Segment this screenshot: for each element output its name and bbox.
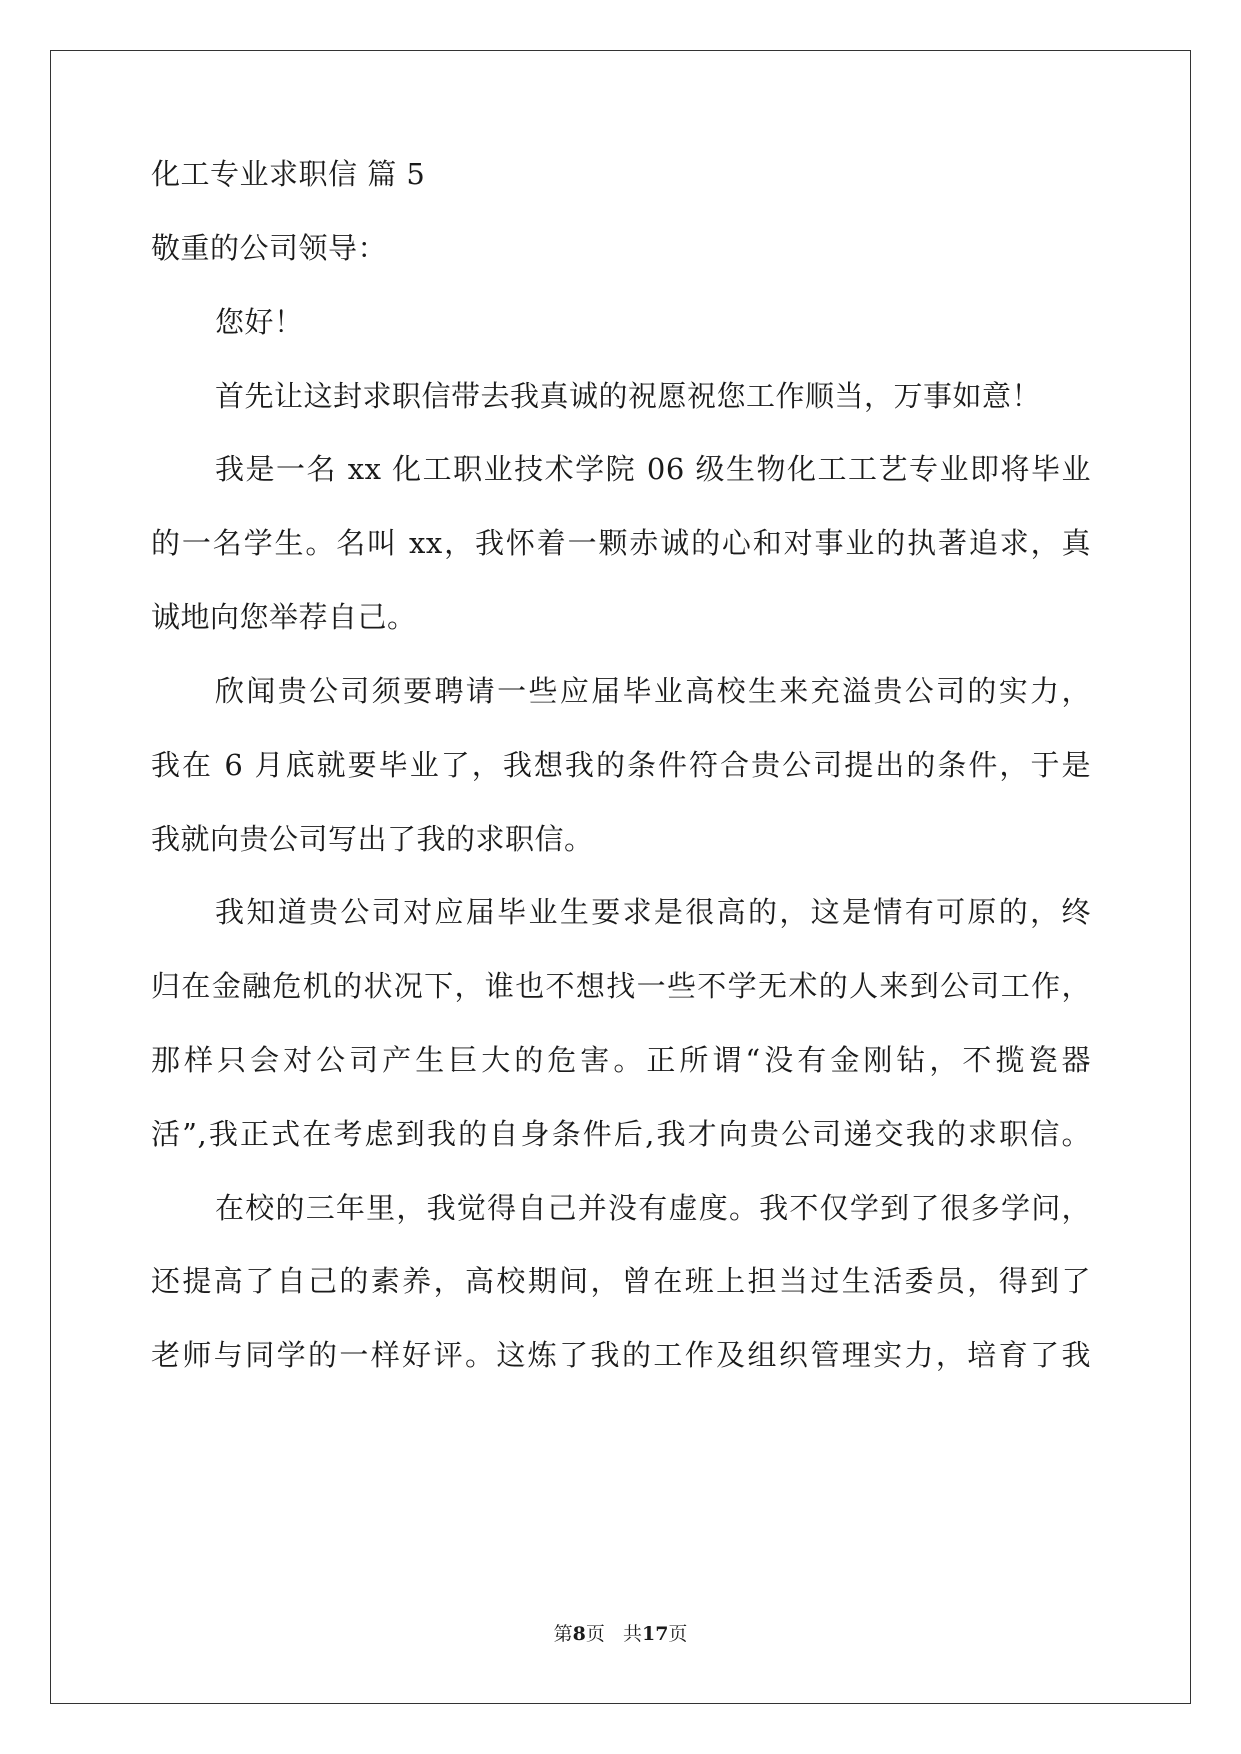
paragraph-line: 我是一名 xx 化工职业技术学院 06 级生物化工工艺专业即将毕业 (215, 452, 1091, 486)
footer-page-number: 8 (572, 1623, 586, 1645)
paragraph-line: 还提高了自己的素养，高校期间，曾在班上担当过生活委员，得到了 (151, 1264, 1091, 1298)
salutation: 敬重的公司领导： (151, 231, 388, 265)
footer-total-suffix: 页 (668, 1623, 688, 1645)
document-heading: 化工专业求职信 篇 5 (151, 157, 426, 191)
paragraph-line: 老师与同学的一样好评。这炼了我的工作及组织管理实力，培育了我 (151, 1338, 1091, 1372)
paragraph-line: 欣闻贵公司须要聘请一些应届毕业高校生来充溢贵公司的实力， (215, 674, 1091, 708)
page-border (50, 50, 1191, 1704)
footer-total-pages: 17 (641, 1623, 669, 1645)
paragraph-line: 我知道贵公司对应届毕业生要求是很高的，这是情有可原的，终 (215, 895, 1091, 929)
paragraph-line: 归在金融危机的状况下，谁也不想找一些不学无术的人来到公司工作， (151, 969, 1091, 1003)
footer-total-prefix: 共 (622, 1623, 642, 1645)
footer-page-prefix: 第 (553, 1623, 573, 1645)
paragraph-line: 首先让这封求职信带去我真诚的祝愿祝您工作顺当，万事如意！ (215, 379, 1042, 413)
paragraph-line: 我就向贵公司写出了我的求职信。 (151, 822, 594, 856)
paragraph-line: 那样只会对公司产生巨大的危害。正所谓“没有金刚钻，不揽瓷器 (151, 1043, 1091, 1077)
paragraph-line: 在校的三年里，我觉得自己并没有虚度。我不仅学到了很多学问， (215, 1191, 1091, 1225)
footer-page-suffix: 页 (585, 1623, 605, 1645)
paragraph-line: 诚地向您举荐自己。 (151, 600, 417, 634)
greeting-line: 您好！ (215, 305, 304, 339)
paragraph-line: 活”,我正式在考虑到我的自身条件后,我才向贵公司递交我的求职信。 (151, 1117, 1091, 1151)
page-footer (0, 1622, 1241, 1646)
paragraph-line: 的一名学生。名叫 xx，我怀着一颗赤诚的心和对事业的执著追求，真 (151, 526, 1091, 560)
paragraph-line: 我在 6 月底就要毕业了，我想我的条件符合贵公司提出的条件，于是 (151, 748, 1091, 782)
